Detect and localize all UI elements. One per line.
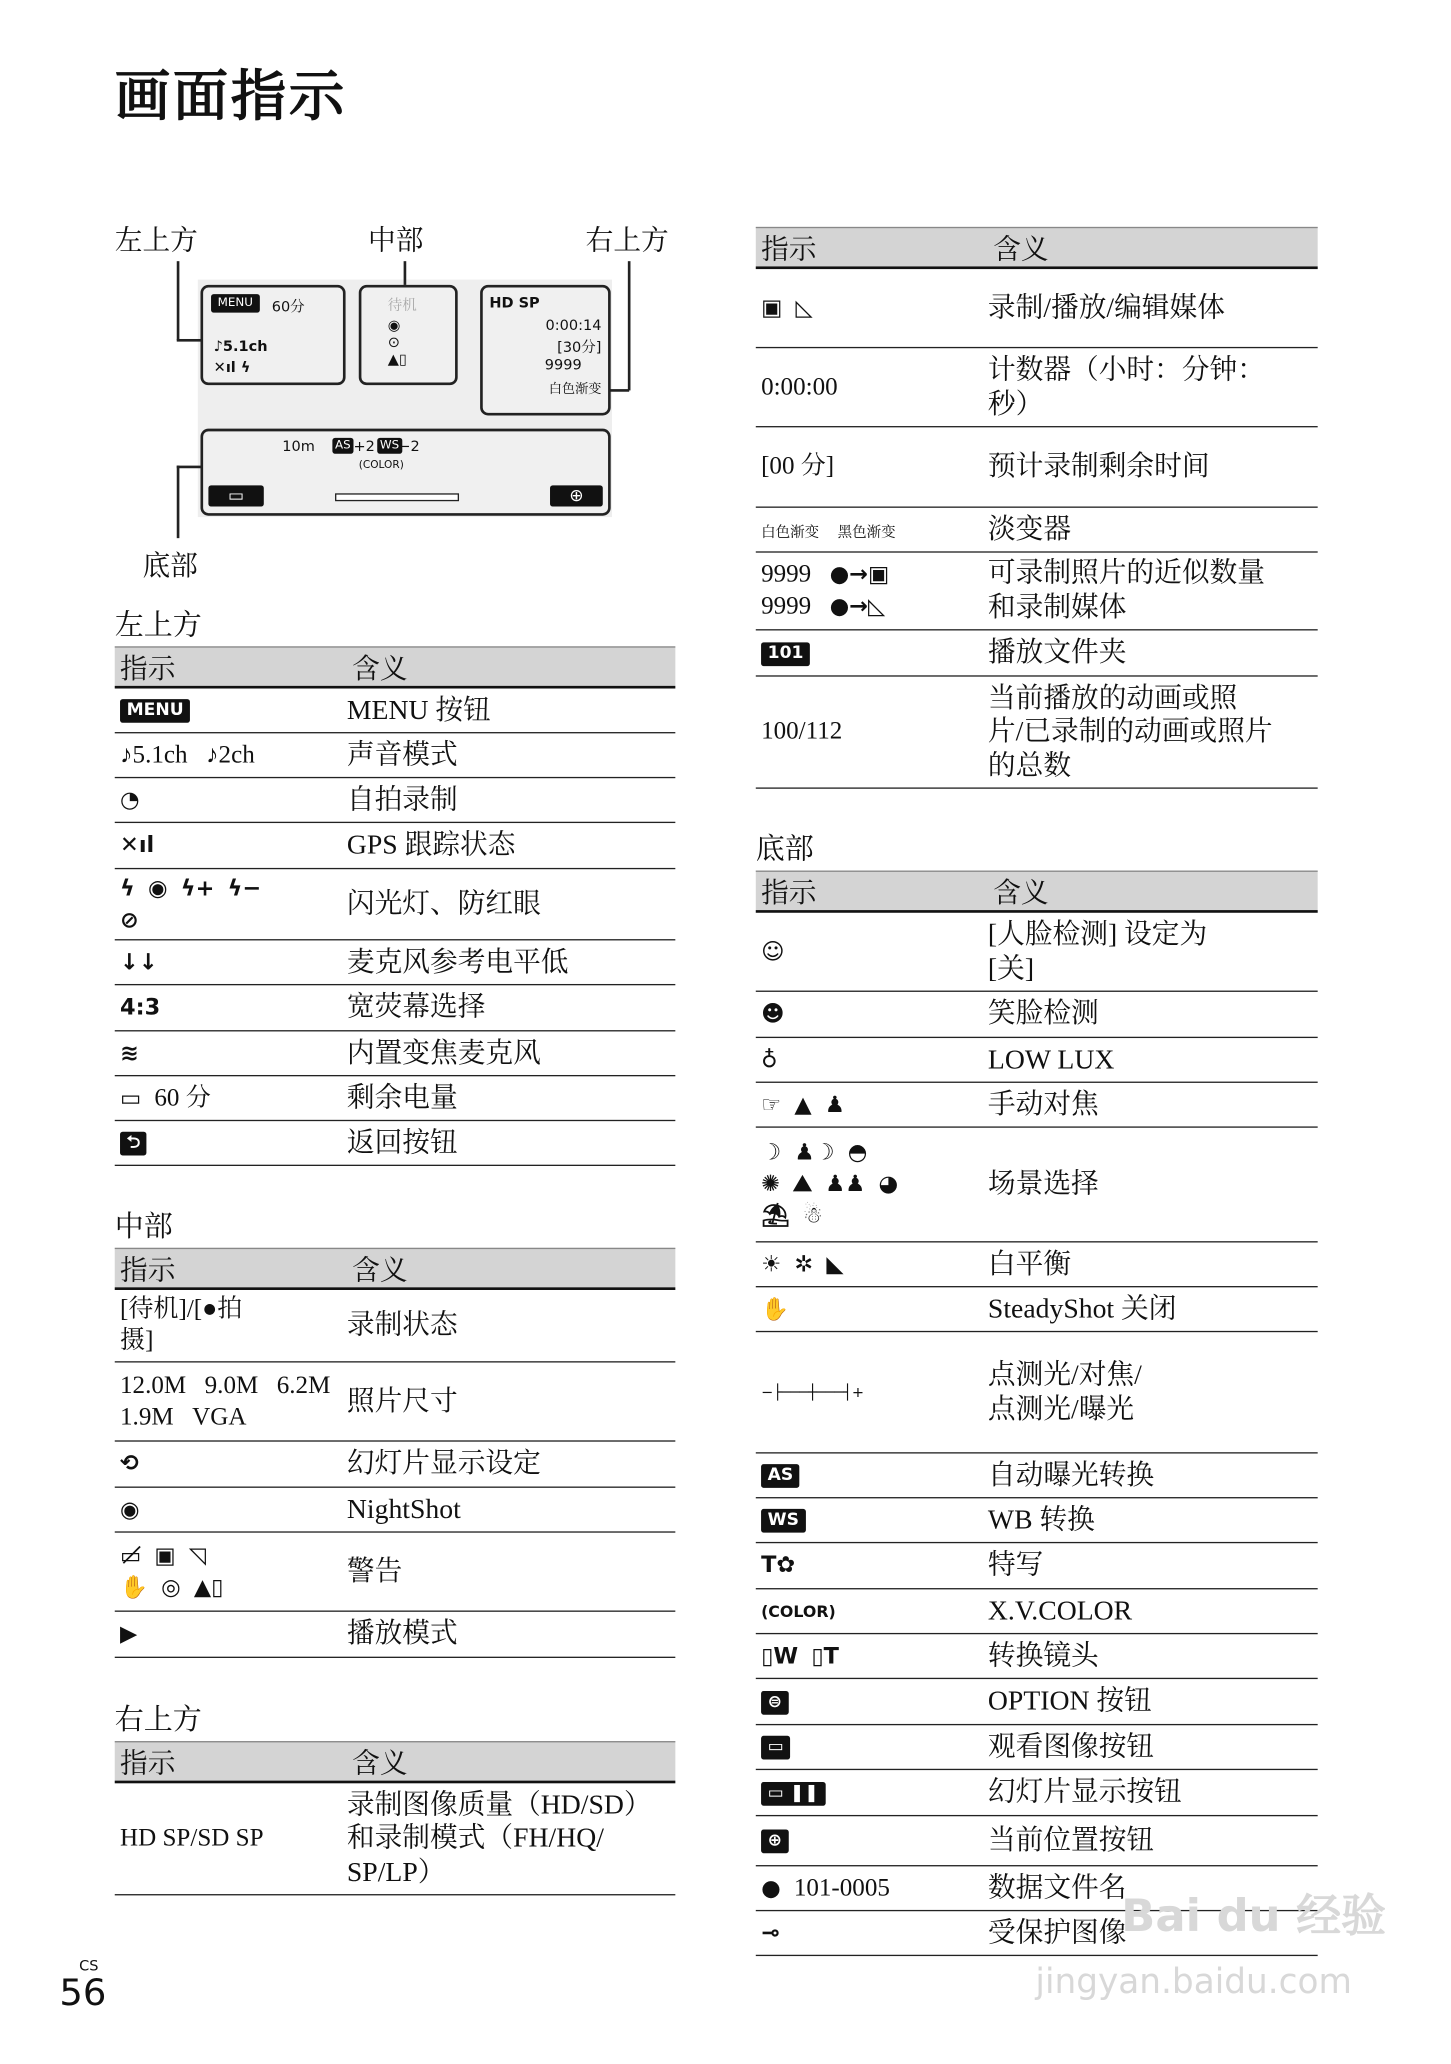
camera-icon: ● (761, 1875, 781, 1902)
top-left-area (200, 285, 345, 385)
meaning-cell: 预计录制剩余时间 (987, 450, 1210, 482)
view-images-button-icon[interactable]: ▭ (761, 1736, 790, 1760)
table-row (115, 733, 676, 778)
indicator-cell (115, 784, 347, 815)
table-row (756, 269, 1318, 348)
meaning-cell: 笑脸检测 (987, 997, 1099, 1030)
indicator-cell (756, 1550, 988, 1581)
person-icon: ♟ (824, 1091, 845, 1119)
table-row (115, 689, 676, 734)
meaning-cell: 数据文件名 (987, 1871, 1127, 1903)
meaning-cell: 播放模式 (346, 1617, 458, 1649)
smile-detect-icon: ☻ (761, 1001, 785, 1028)
indicator-text: 9999 (761, 592, 812, 620)
media-full-warning-icon: ▲▯ (193, 1574, 224, 1601)
meaning-cell: 特写 (987, 1548, 1044, 1581)
page-lang: CS (79, 1957, 99, 1975)
header-indicator: 指示 (120, 1253, 176, 1286)
meaning-cell: GPS 跟踪状态 (346, 828, 516, 861)
beach-icon: ⛱ (761, 1202, 790, 1230)
watermark-brand: Bai du 经验 (1121, 1890, 1386, 1943)
meaning-cell: 录制状态 (346, 1308, 458, 1341)
meaning-cell: SteadyShot 关闭 (987, 1292, 1177, 1324)
table-row (115, 823, 676, 869)
as-value: +2 (353, 437, 375, 456)
indicator-cell (756, 292, 988, 323)
zoom-mic-icon: ≋ (120, 1040, 139, 1067)
table-row (115, 1612, 676, 1658)
table-row (115, 940, 676, 985)
meaning-cell: 剩余电量 (346, 1081, 458, 1113)
warning-icons: ◉ ⊙ ▲▯ (387, 316, 407, 369)
table-row (756, 913, 1318, 992)
wide-conversion-icon: ▯W (761, 1643, 799, 1670)
sunset-icon: ◓ (847, 1140, 868, 1167)
table-row (756, 1332, 1318, 1453)
header-meaning: 含义 (993, 876, 1049, 909)
meaning-cell: WB 转换 (987, 1503, 1095, 1535)
meaning-cell: 录制/播放/编辑媒体 (987, 291, 1225, 323)
tele-conversion-icon: ▯T (811, 1643, 839, 1670)
indicator-text: 0:00:00 (761, 372, 838, 401)
table-header (115, 1741, 676, 1783)
table-row (756, 1242, 1318, 1287)
table-row (756, 508, 1318, 553)
media-warning-icon: ▭̸ (120, 1542, 142, 1570)
center-table (115, 1204, 676, 1658)
indicator-cell (756, 1044, 988, 1075)
header-meaning: 含义 (993, 232, 1049, 265)
table-row (115, 1290, 676, 1363)
meaning-cell: 观看图像按钮 (987, 1730, 1155, 1762)
camera-to-card-icon: ●→◺ (829, 593, 886, 620)
meaning-cell: 手动对焦 (987, 1087, 1099, 1120)
auto-exposure-shift-icon: AS (761, 1464, 800, 1488)
indicator-cell (756, 999, 988, 1030)
indicator-cell (756, 1686, 988, 1717)
table-row (756, 1454, 1318, 1499)
indicator-cell (756, 1089, 988, 1120)
header-meaning: 含义 (352, 1253, 408, 1286)
indicator-text: [00 分] (761, 452, 835, 481)
face-detect-off-icon: ☺ (761, 938, 785, 966)
center-area (359, 285, 458, 385)
indicator-cell (756, 1504, 988, 1535)
protect-key-icon: ⊸ (761, 1919, 780, 1947)
indicator-cell (756, 1640, 988, 1671)
section-heading: 左上方 (114, 609, 202, 643)
page-number: 56 (59, 1970, 107, 2015)
internal-memory-icon: ▣ (761, 294, 783, 322)
diagram-label-top-right: 右上方 (585, 224, 669, 256)
meaning-cell: 可录制照片的近似数量 和录制媒体 (987, 557, 1265, 623)
indicator-cell (756, 451, 988, 482)
table-row (115, 1121, 676, 1166)
indoor-icon: ✲ (794, 1251, 814, 1278)
table-row (756, 1634, 1318, 1679)
diagram-label-bottom: 底部 (142, 550, 198, 582)
table-row (756, 1725, 1318, 1770)
indicator-cell (115, 1540, 347, 1603)
current-location-button[interactable]: ⊕ (550, 485, 603, 506)
table-row (756, 1543, 1318, 1589)
tele-macro-icon: T✿ (761, 1552, 796, 1580)
indicator-text: ♪5.1ch (120, 740, 188, 769)
indicator-cell (115, 1619, 347, 1650)
counter: 0:00:14 (545, 316, 602, 334)
top-left-table (115, 603, 676, 1166)
indicator-cell (756, 1137, 988, 1231)
flash-minus-icon: ϟ− (227, 875, 262, 902)
gps-icon: ✕ıl (120, 832, 155, 859)
night-scene-icon: ☽ (761, 1140, 782, 1167)
wb-shift-icon: WS (761, 1509, 805, 1533)
table-row (115, 1533, 676, 1612)
indicator-text: HD SP/SD SP (120, 1824, 264, 1853)
indicator-cell (115, 739, 347, 770)
section-heading: 中部 (114, 1210, 173, 1244)
indicator-cell (115, 947, 347, 978)
nightshot-icon: ◉ (120, 1496, 140, 1523)
meaning-cell: 自动曝光转换 (987, 1458, 1155, 1491)
indicator-text: 101-0005 (793, 1873, 890, 1902)
meaning-cell: 计数器（小时：分钟： 秒） (987, 353, 1265, 419)
table-row (756, 1038, 1318, 1083)
indicator-cell (756, 1731, 988, 1762)
folder-icon: 101 (761, 642, 810, 666)
indicator-cell (756, 514, 988, 545)
bottom-table (756, 827, 1318, 1956)
meaning-cell: 麦克风参考电平低 (346, 945, 569, 977)
indicator-text: VGA (192, 1402, 247, 1431)
table-row (756, 1679, 1318, 1725)
indicator-text: 6.2M (276, 1371, 331, 1400)
indicator-cell (115, 873, 347, 936)
table-header (115, 1248, 676, 1290)
menu-button-icon[interactable]: MENU (120, 699, 190, 723)
meaning-cell: 内置变焦麦克风 (346, 1036, 541, 1068)
table-row (115, 778, 676, 823)
indicator-cell (115, 1494, 347, 1525)
indicator-text: [待机]/[●拍 摄] (120, 1295, 243, 1355)
menu-button[interactable]: MENU (211, 294, 260, 312)
indicator-text: 黑色渐变 (837, 523, 896, 541)
indicator-cell (115, 1127, 347, 1158)
battery-icon: ▭ (120, 1085, 142, 1112)
indicator-text: 60 分 (154, 1083, 211, 1112)
header-indicator: 指示 (120, 652, 176, 684)
indicator-text: 12.0M (120, 1371, 187, 1400)
play-mode-icon: ▶ (120, 1621, 138, 1648)
slideshow-repeat-icon: ⟲ (120, 1451, 139, 1478)
indicator-cell (756, 936, 988, 967)
fireworks-icon: ✺ (761, 1171, 780, 1198)
indicator-cell (115, 695, 347, 726)
bottom-area: 10m AS +2 WS −2 (COLOR) ▭ ⊕ (200, 429, 610, 516)
meaning-cell: OPTION 按钮 (987, 1684, 1152, 1717)
focus-distance: 10m (282, 437, 315, 456)
table-header (756, 227, 1318, 269)
shake-warning-icon: ✋ (120, 1574, 148, 1601)
mountain-icon: ▲ (794, 1091, 812, 1119)
slideshow-button-icon[interactable]: ▭ ❚❚ (761, 1782, 825, 1806)
spot-meter-slider[interactable] (335, 493, 459, 501)
section-heading: 右上方 (114, 1704, 202, 1738)
indicator-cell (756, 1825, 988, 1856)
meaning-cell: 幻灯片显示按钮 (987, 1775, 1182, 1808)
gps-icon: ✕ıl ϟ (213, 358, 251, 376)
memory-warning-icon: ▣ (154, 1542, 176, 1570)
battery-remaining: 60分 (271, 298, 305, 316)
table-row (115, 985, 676, 1031)
table-row (115, 1363, 676, 1442)
table-row (756, 348, 1318, 427)
indicator-cell (115, 992, 347, 1023)
low-lux-icon: ♁ (761, 1046, 778, 1074)
watermark-url: jingyan.baidu.com (1035, 1962, 1352, 2003)
table-row (115, 1488, 676, 1533)
indicator-text: 100/112 (761, 717, 843, 746)
spotlight-icon: ◕ (878, 1171, 899, 1198)
meaning-cell: 转换镜头 (987, 1639, 1099, 1671)
table-row (115, 1076, 676, 1121)
meaning-cell: 场景选择 (987, 1167, 1099, 1200)
indicator-cell (756, 560, 988, 623)
meaning-cell: 自拍录制 (346, 783, 458, 815)
meaning-cell: 宽荧幕选择 (346, 990, 486, 1023)
audio-mode: ♪5.1ch (213, 337, 268, 355)
header-meaning: 含义 (352, 1747, 408, 1779)
indicator-text: 白色渐变 (761, 523, 820, 541)
outdoor-icon: ☀ (761, 1251, 782, 1278)
mic-level-icon: ↓↓ (120, 949, 158, 976)
meaning-cell: [人脸检测] 设定为 [关] (987, 917, 1208, 984)
steadyshot-off-icon: ✋ (761, 1296, 789, 1323)
indicator-text: 9999 (761, 560, 812, 589)
landscape-icon: ⛰ (793, 1171, 812, 1198)
indicator-cell (756, 1872, 988, 1903)
xv-color: (COLOR) (358, 459, 404, 471)
view-images-button[interactable]: ▭ (208, 485, 263, 506)
portrait-icon: ♟♟ (825, 1171, 866, 1198)
meaning-cell: 当前播放的动画或照 片/已录制的动画或照片 的总数 (987, 681, 1273, 781)
table-row (756, 553, 1318, 631)
return-button-icon[interactable]: ⮌ (120, 1132, 147, 1156)
top-right-table (115, 1698, 676, 1896)
self-timer-icon: ◔ (120, 786, 140, 814)
remaining-time: [30分] (557, 338, 602, 357)
meaning-cell: 照片尺寸 (346, 1384, 458, 1417)
indicator-cell (756, 637, 988, 668)
page-title: 画面指示 (114, 63, 347, 128)
indicator-cell (756, 716, 988, 747)
flash-plus-icon: ϟ+ (180, 875, 215, 902)
meaning-cell: 幻灯片显示设定 (346, 1447, 541, 1479)
one-push-wb-icon: ◣ (826, 1251, 844, 1278)
indicator-cell (756, 1777, 988, 1808)
indicator-cell (756, 1595, 988, 1626)
meaning-cell: 声音模式 (346, 738, 458, 770)
meaning-cell: MENU 按钮 (346, 693, 491, 726)
indicator-cell (115, 1823, 347, 1854)
indicator-cell (115, 1082, 347, 1113)
indicator-text: ♪2ch (206, 740, 255, 769)
meaning-cell: 警告 (346, 1554, 403, 1587)
indicator-cell (756, 1460, 988, 1491)
diagram-label-center: 中部 (368, 224, 424, 256)
spot-meter-slider-icon: −├───┼───┤+ (761, 1384, 865, 1402)
table-row (756, 992, 1318, 1038)
table-header (115, 646, 676, 688)
indicator-cell (115, 1294, 347, 1357)
indicator-cell (756, 1917, 988, 1948)
meaning-cell: NightShot (346, 1492, 461, 1525)
meaning-cell: 播放文件夹 (987, 636, 1127, 668)
indicator-cell (115, 1448, 347, 1479)
table-row (115, 1783, 676, 1895)
table-row (115, 869, 676, 940)
image-quality: HD SP (489, 294, 540, 312)
recording-status: 待机 (387, 296, 417, 314)
meaning-cell: 白平衡 (987, 1247, 1072, 1280)
red-eye-icon: ◉ (148, 875, 168, 902)
meaning-cell: 闪光灯、防红眼 (346, 887, 541, 919)
indicator-cell (115, 830, 347, 861)
header-meaning: 含义 (352, 652, 408, 684)
section-heading: 底部 (755, 833, 814, 867)
indicator-cell (756, 1293, 988, 1324)
indicator-cell (756, 1377, 988, 1408)
option-button-icon[interactable]: ⊜ (761, 1691, 789, 1715)
table-row (756, 427, 1318, 507)
fader: 白色渐变 (548, 382, 602, 398)
camera-to-memory-icon: ●→▣ (829, 562, 890, 589)
top-right-area (480, 285, 611, 416)
diagram-label-top-left: 左上方 (114, 224, 198, 256)
table-header (756, 871, 1318, 913)
table-row (115, 1031, 676, 1076)
wide-4-3-icon: 4:3 (120, 994, 161, 1022)
table-row (115, 1442, 676, 1488)
night-portrait-icon: ♟☽ (794, 1140, 835, 1167)
xv-color-icon: (COLOR) (761, 1602, 836, 1621)
manual-focus-icon: ☞ (761, 1091, 782, 1119)
indicator-cell (115, 1370, 347, 1433)
table-row (756, 1083, 1318, 1128)
table-row (756, 1287, 1318, 1332)
flash-icon: ϟ (120, 875, 135, 902)
snow-icon: ☃ (802, 1202, 823, 1230)
meaning-cell: X.V.COLOR (987, 1594, 1133, 1626)
meaning-cell: 淡变器 (987, 512, 1072, 545)
header-indicator: 指示 (761, 876, 817, 909)
meaning-cell: 返回按钮 (346, 1126, 458, 1158)
flash-off-icon: ⊘ (120, 906, 139, 934)
meaning-cell: LOW LUX (987, 1042, 1115, 1075)
indicator-cell (115, 1038, 347, 1069)
indicator-text: 9.0M (204, 1371, 259, 1400)
indicator-text: 1.9M (120, 1402, 174, 1431)
indicator-cell (756, 371, 988, 402)
table-row (756, 1498, 1318, 1543)
meaning-cell: 录制图像质量（HD/SD） 和录制模式（FH/HQ/ SP/LP） (346, 1788, 652, 1888)
table-row (756, 1770, 1318, 1816)
table-row (756, 677, 1318, 789)
meaning-cell: 当前位置按钮 (987, 1823, 1155, 1856)
header-indicator: 指示 (761, 232, 817, 265)
photo-warning-icon: ◎ (161, 1574, 181, 1601)
table-row (756, 630, 1318, 676)
table-row (756, 1816, 1318, 1866)
photo-count: 9999 (544, 356, 582, 374)
table-row (756, 1589, 1318, 1634)
right-table (756, 227, 1318, 789)
current-location-button-icon[interactable]: ⊕ (761, 1830, 789, 1854)
table-row (756, 1128, 1318, 1243)
ws-value: −2 (398, 437, 420, 456)
meaning-cell: 受保护图像 (987, 1916, 1127, 1948)
meaning-cell: 点测光/对焦/ 点测光/曝光 (987, 1358, 1142, 1424)
memory-card-icon: ◺ (795, 294, 813, 322)
card-warning-icon: ◹ (188, 1542, 207, 1570)
header-indicator: 指示 (120, 1747, 176, 1779)
indicator-cell (756, 1249, 988, 1280)
